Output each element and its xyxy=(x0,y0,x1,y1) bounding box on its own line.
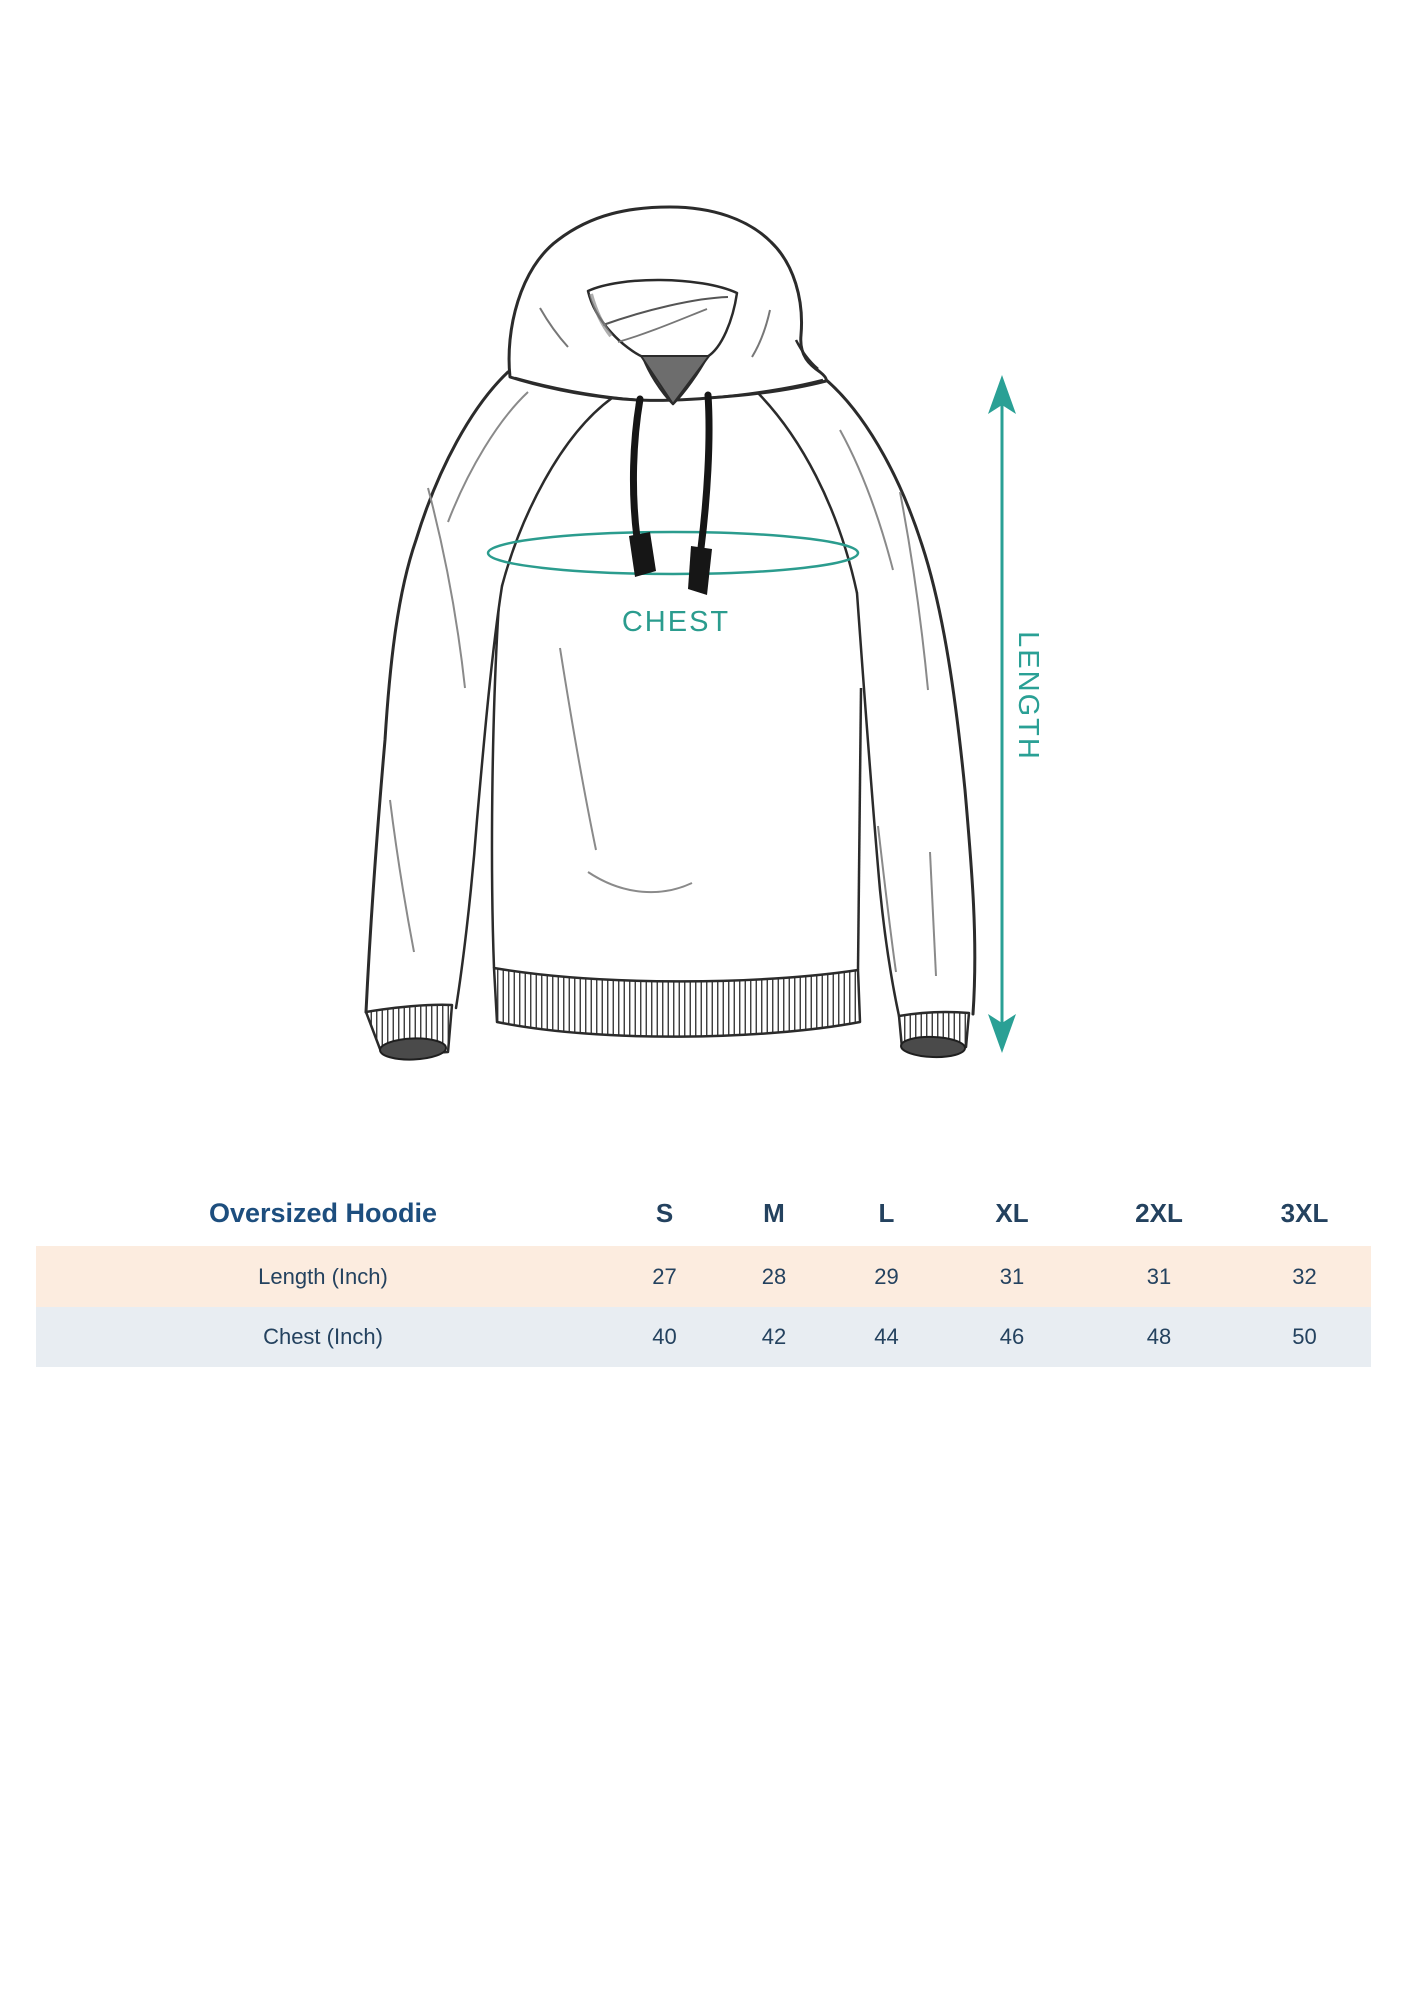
chest-value-m: 42 xyxy=(719,1307,829,1367)
chest-value-xl: 46 xyxy=(944,1307,1080,1367)
size-column-l: L xyxy=(829,1180,944,1246)
length-value-l: 29 xyxy=(829,1246,944,1307)
length-row-label: Length (Inch) xyxy=(36,1246,610,1307)
chest-label: CHEST xyxy=(621,606,731,638)
size-column-3xl: 3XL xyxy=(1238,1180,1371,1246)
size-chart-table xyxy=(36,1180,1371,1367)
length-value-m: 28 xyxy=(719,1246,829,1307)
chest-value-2xl: 48 xyxy=(1080,1307,1238,1367)
chest-value-l: 44 xyxy=(829,1307,944,1367)
chest-value-3xl: 50 xyxy=(1238,1307,1371,1367)
chest-value-s: 40 xyxy=(610,1307,719,1367)
length-value-xl: 31 xyxy=(944,1246,1080,1307)
size-chart-header-row xyxy=(36,1180,1371,1246)
hoodie-body xyxy=(492,430,861,1037)
length-arrow xyxy=(988,375,1016,1053)
chest-row xyxy=(36,1307,1371,1367)
size-column-m: M xyxy=(719,1180,829,1246)
size-column-s: S xyxy=(610,1180,719,1246)
size-column-2xl: 2XL xyxy=(1080,1180,1238,1246)
length-value-2xl: 31 xyxy=(1080,1246,1238,1307)
length-value-s: 27 xyxy=(610,1246,719,1307)
size-chart-title: Oversized Hoodie xyxy=(36,1180,610,1246)
hood xyxy=(509,207,826,404)
length-label: LENGTH xyxy=(1012,631,1044,761)
length-value-3xl: 32 xyxy=(1238,1246,1371,1307)
length-row xyxy=(36,1246,1371,1307)
chest-row-label: Chest (Inch) xyxy=(36,1307,610,1367)
size-column-xl: XL xyxy=(944,1180,1080,1246)
